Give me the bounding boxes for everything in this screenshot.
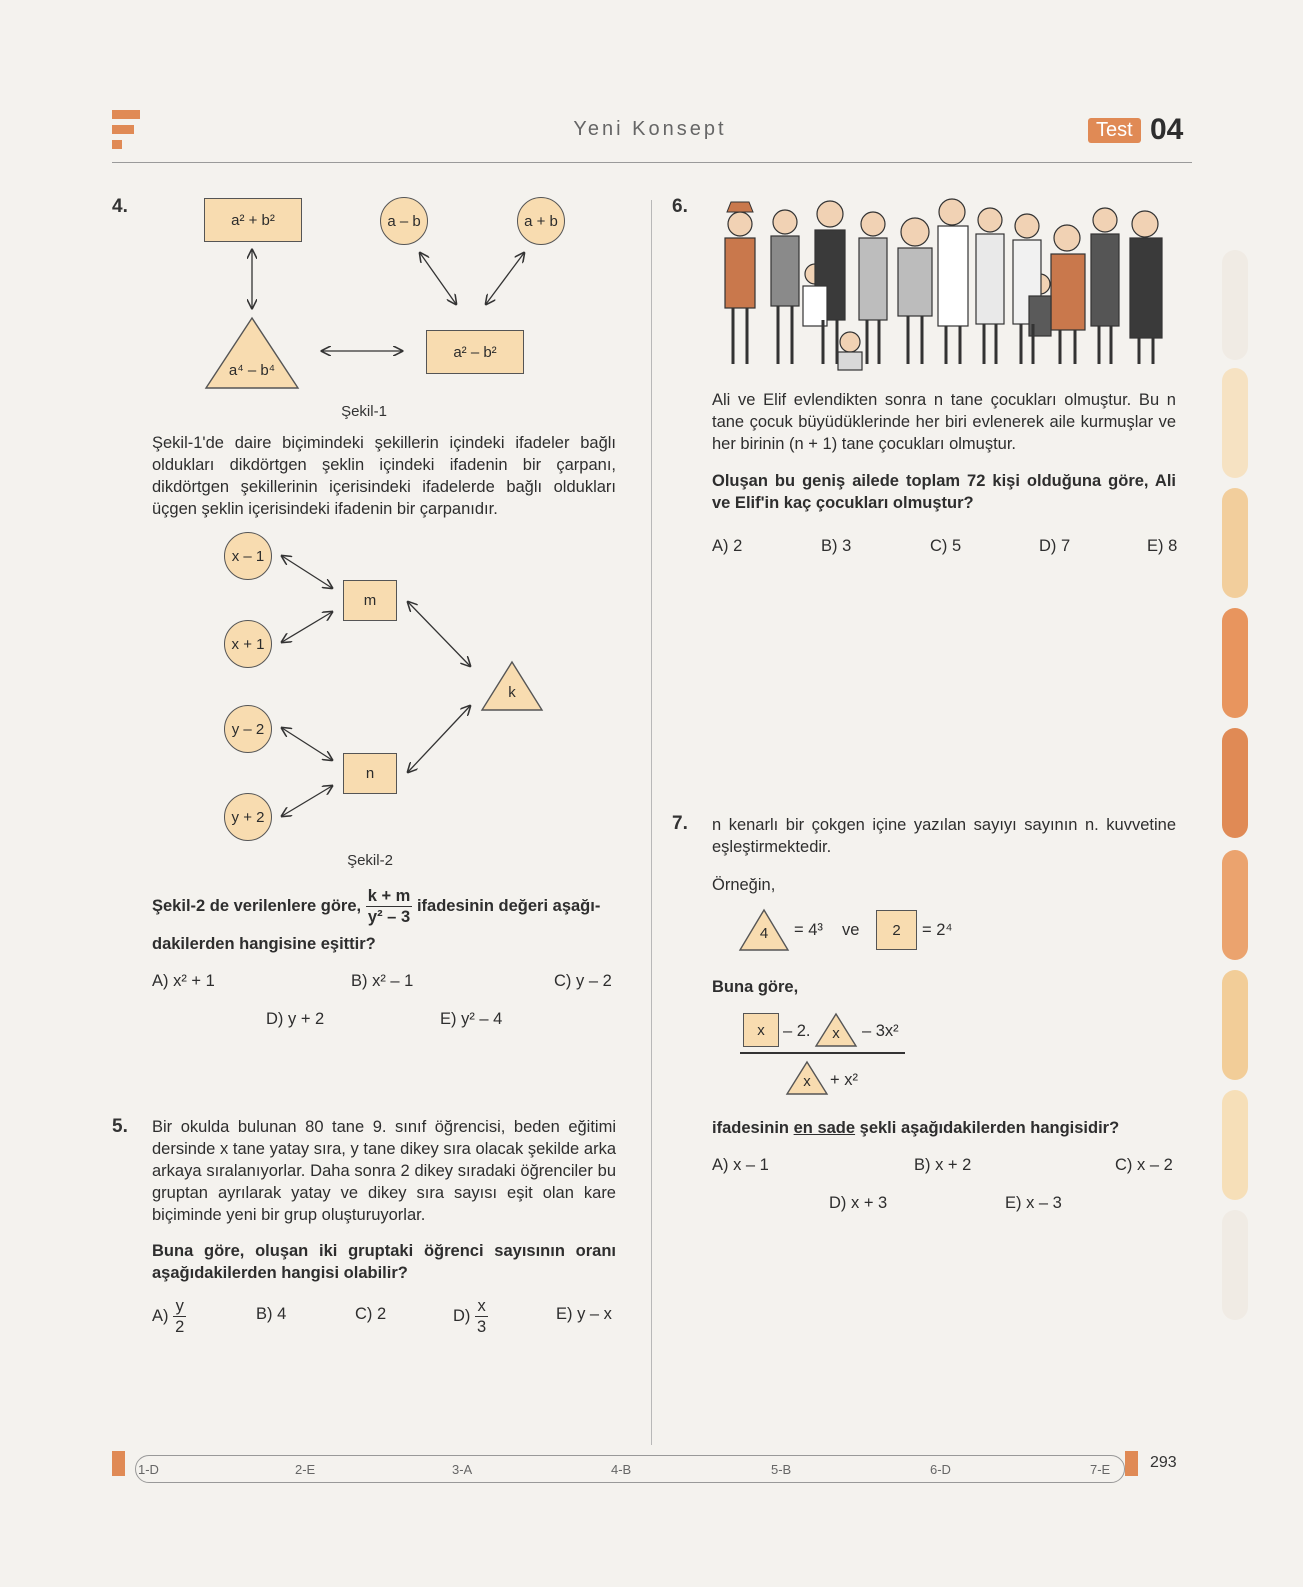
test-badge: Test <box>1088 118 1141 143</box>
question-7-paragraph: n kenarlı bir çokgen içine yazılan sayıyı sayının n. kuvvetine eşleştirmektedir. <box>712 816 1176 856</box>
side-tab-3[interactable] <box>1222 488 1248 598</box>
q5-option-d[interactable] <box>453 1296 488 1337</box>
expr-mid: – 2. <box>783 1022 811 1040</box>
answer-key-5: 5-B <box>771 1462 792 1477</box>
example-ve: ve <box>842 921 860 939</box>
fig1-box-right: a² – b² <box>426 330 524 374</box>
fig2-circle-y-minus-2: y – 2 <box>224 705 272 753</box>
example-square-label: 2 <box>876 910 917 950</box>
fig2-circle-x-plus-1: x + 1 <box>224 620 272 668</box>
side-tab-4[interactable] <box>1222 608 1248 718</box>
q4-frac-num: k + m <box>367 887 411 905</box>
q5-d-num: x <box>475 1296 488 1317</box>
side-tab-8[interactable] <box>1222 1090 1248 1200</box>
publisher-logo <box>112 110 142 152</box>
question-4-prompt-line2: dakilerden hangisine eşittir? <box>152 935 376 953</box>
fig2-triangle-label: k <box>508 684 516 701</box>
q5-option-b[interactable]: B) 4 <box>256 1305 287 1323</box>
footer-marker-left <box>112 1451 125 1476</box>
answer-key-1: 1-D <box>138 1462 159 1477</box>
q7-prompt-pre: ifadesinin <box>712 1119 790 1137</box>
q5-a-fraction <box>173 1296 186 1337</box>
expr-triangle-label-1: x <box>832 1025 840 1042</box>
side-tab-7[interactable] <box>1222 970 1248 1080</box>
q6-option-c[interactable]: C) 5 <box>930 537 962 555</box>
column-divider <box>651 200 652 1445</box>
side-tab-6[interactable] <box>1222 850 1248 960</box>
side-tab-2[interactable] <box>1222 368 1248 478</box>
q6-option-a[interactable]: A) 2 <box>712 537 743 555</box>
question-7-buna-gore: Buna göre, <box>712 978 799 996</box>
question-5-paragraph: Bir okulda bulunan 80 tane 9. sınıf öğrencisi, beden eğitimi dersinde x tane yatay sıra, y tane dikey sıra olacak şekilde arka arkaya sıralanıyorlar. Daha sonra 2 dikey sıradaki öğrenciler bu gruptan ayrılarak yatay ve dikey sıra sayısı eşit olan kare biçiminde yeni bir grup oluşturuyorlar. <box>152 1118 616 1224</box>
q5-a-label: A) <box>152 1306 169 1325</box>
header-title: Yeni Konsept <box>573 118 727 140</box>
q5-option-a[interactable] <box>152 1296 186 1337</box>
fig2-box-n: n <box>343 753 397 794</box>
q4-option-c[interactable]: C) y – 2 <box>554 972 612 990</box>
question-7-example-label: Örneğin, <box>712 876 776 894</box>
answer-key-4: 4-B <box>611 1462 632 1477</box>
test-number: 04 <box>1150 113 1184 146</box>
fig2-circle-y-plus-2: y + 2 <box>224 793 272 841</box>
q4-option-e[interactable]: E) y² – 4 <box>440 1010 503 1028</box>
q7-option-d[interactable]: D) x + 3 <box>829 1194 888 1212</box>
figure-2-caption: Şekil-2 <box>347 852 393 869</box>
q7-option-c[interactable]: C) x – 2 <box>1115 1156 1173 1174</box>
q5-a-num: y <box>173 1296 186 1317</box>
example-triangle-label: 4 <box>759 925 769 942</box>
question-5-number: 5. <box>112 1116 128 1137</box>
fig1-box-top: a² + b² <box>204 198 302 242</box>
fig1-circle-right: a + b <box>517 197 565 245</box>
footer-marker-right <box>1125 1451 1138 1476</box>
question-4-prompt <box>152 886 622 927</box>
question-4-paragraph: Şekil-1'de daire biçimindeki şekillerin içindeki ifadeler bağlı oldukları dikdörtgen şeklin içindeki ifadenin bir çarpanı, dikdörtgen şekillerinin içerisindeki ifadelerde bağlı oldukları üçgen şeklin içerisindeki ifadenin bir çarpanıdır. <box>152 434 616 518</box>
example-triangle-result: = 4³ <box>794 921 823 939</box>
header-rule <box>112 162 1192 163</box>
q7-option-e[interactable]: E) x – 3 <box>1005 1194 1062 1212</box>
q4-frac-den: y² – 3 <box>367 908 411 926</box>
expr-tail: – 3x² <box>862 1022 899 1040</box>
fig2-box-m: m <box>343 580 397 621</box>
q4-option-b[interactable]: B) x² – 1 <box>351 972 414 990</box>
q7-prompt-underlined: en sade <box>793 1119 856 1137</box>
q7-option-b[interactable]: B) x + 2 <box>914 1156 972 1174</box>
side-tab-1[interactable] <box>1222 250 1248 360</box>
q6-option-e[interactable]: E) 8 <box>1147 537 1178 555</box>
page-number: 293 <box>1150 1454 1177 1471</box>
q5-d-label: D) <box>453 1306 471 1325</box>
expr-fraction-bar <box>740 1052 905 1054</box>
expr-den-tail: + x² <box>830 1071 858 1089</box>
family-illustration <box>715 192 1175 382</box>
answer-key-6: 6-D <box>930 1462 951 1477</box>
question-6-number: 6. <box>672 196 688 217</box>
q4-fraction <box>366 886 413 927</box>
question-6-paragraph: Ali ve Elif evlendikten sonra n tane çocukları olmuştur. Bu n tane çocuk büyüdüklerinde her biri evlenerek aile kurmuşlar ve her birinin (n + 1) tane çocukları olmuştur. <box>712 391 1176 453</box>
q5-a-den: 2 <box>175 1318 185 1336</box>
q4-prompt-pre: Şekil-2 de verilenlere göre, <box>152 896 362 915</box>
q5-d-den: 3 <box>477 1318 487 1336</box>
q7-option-a[interactable]: A) x – 1 <box>712 1156 769 1174</box>
q5-option-e[interactable]: E) y – x <box>556 1305 612 1323</box>
q6-option-b[interactable]: B) 3 <box>821 537 852 555</box>
figure-1-caption: Şekil-1 <box>341 403 387 420</box>
expr-square-x: x <box>743 1013 779 1047</box>
answer-key-3: 3-A <box>452 1462 473 1477</box>
example-square-result: = 2⁴ <box>922 921 953 939</box>
question-7-prompt <box>712 1117 1119 1139</box>
question-7-number: 7. <box>672 813 688 834</box>
q4-option-a[interactable]: A) x² + 1 <box>152 972 215 990</box>
q5-d-fraction <box>475 1296 488 1337</box>
fig1-triangle-label: a⁴ – b⁴ <box>228 362 276 379</box>
side-tab-5[interactable] <box>1222 728 1248 838</box>
answer-key-2: 2-E <box>295 1462 316 1477</box>
fig2-circle-x-minus-1: x – 1 <box>224 532 272 580</box>
q6-option-d[interactable]: D) 7 <box>1039 537 1071 555</box>
expr-triangle-label-2: x <box>803 1073 811 1090</box>
q4-prompt-post: ifadesinin değeri aşağı- <box>416 896 601 915</box>
question-4-number: 4. <box>112 196 128 217</box>
fig1-circle-left: a – b <box>380 197 428 245</box>
side-tab-9[interactable] <box>1222 1210 1248 1320</box>
q7-prompt-post: şekli aşağıdakilerden hangisidir? <box>859 1119 1120 1137</box>
q4-option-d[interactable]: D) y + 2 <box>266 1010 325 1028</box>
question-5-prompt: Buna göre, oluşan iki gruptaki öğrenci sayısının oranı aşağıdakilerden hangisi olabilir? <box>152 1242 616 1282</box>
q5-option-c[interactable]: C) 2 <box>355 1305 387 1323</box>
answer-key-7: 7-E <box>1090 1462 1111 1477</box>
question-6-prompt: Oluşan bu geniş ailede toplam 72 kişi olduğuna göre, Ali ve Elif'in kaç çocukları olmuştur? <box>712 472 1176 512</box>
